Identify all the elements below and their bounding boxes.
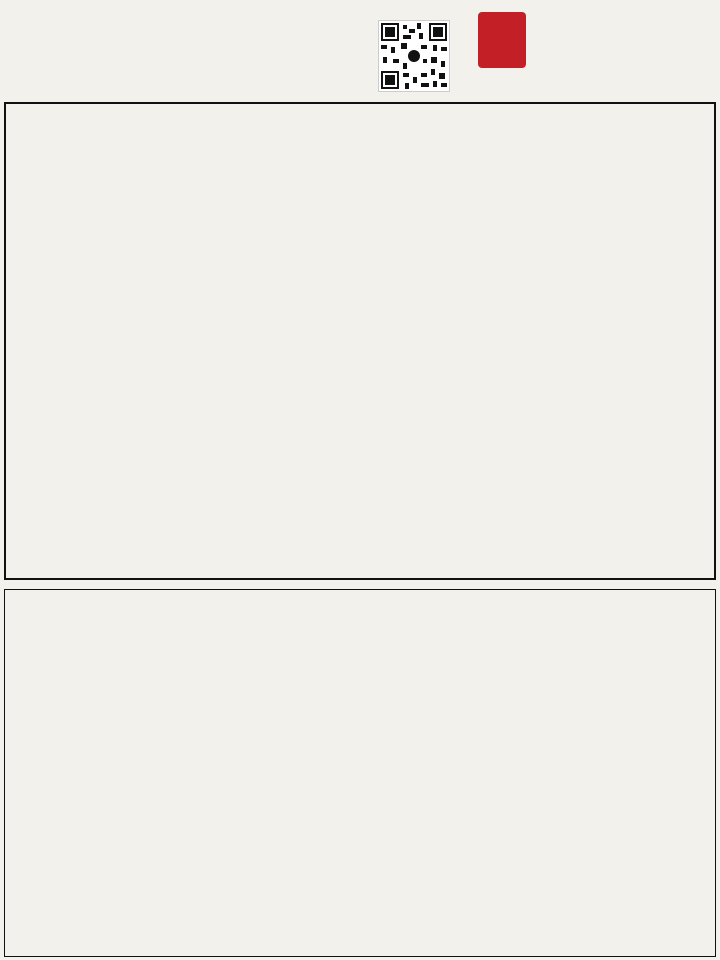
- annual-luck-table: [4, 589, 716, 957]
- qr-code-icon[interactable]: [378, 20, 450, 92]
- chart-header: [0, 0, 720, 102]
- chart-grid: [4, 102, 716, 580]
- red-seal-logo: [478, 12, 526, 68]
